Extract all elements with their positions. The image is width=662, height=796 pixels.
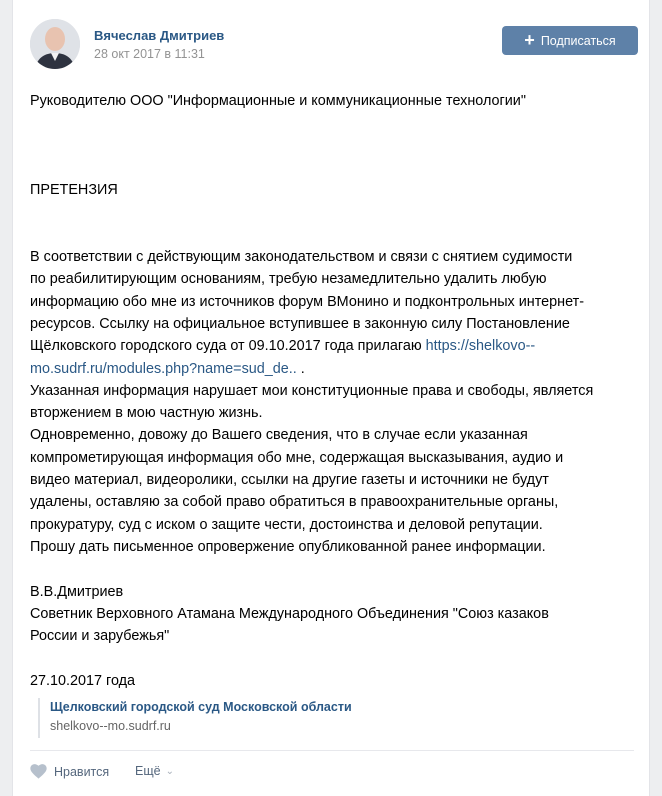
like-label: Нравится xyxy=(54,764,110,779)
text-line: ресурсов. Ссылку на официальное вступившее в законную силу Постановление xyxy=(30,315,570,332)
text-line: Указанная информация нарушает мои конституционные права и свободы, является xyxy=(30,382,594,399)
text-line xyxy=(30,112,640,134)
text-line: по реабилитирующим основаниям, требую незамедлительно удалить любую xyxy=(30,271,547,288)
text-line xyxy=(30,201,640,223)
text-line: В соответствии с действующим законодательством и связи с снятием судимости xyxy=(30,249,573,266)
avatar[interactable] xyxy=(30,19,80,69)
text-line: В.В.Дмитриев xyxy=(30,583,124,600)
court-link-part1[interactable]: https://shelkovo-- xyxy=(425,338,536,355)
heart-icon xyxy=(30,764,47,779)
text-line: Прошу дать письменное опровержение опубликованной ранее информации. xyxy=(30,538,546,555)
text-line: компрометирующая информация обо мне, содержащая высказывания, аудио и xyxy=(30,449,564,466)
post-card xyxy=(12,0,650,796)
more-label: Ещё xyxy=(135,764,161,778)
attachment-domain: shelkovo--mo.sudrf.ru xyxy=(50,719,171,733)
actions-divider xyxy=(30,750,634,751)
post-text xyxy=(30,90,640,692)
text-line: ПРЕТЕНЗИЯ xyxy=(30,182,118,199)
post-date[interactable]: 28 окт 2017 в 11:31 xyxy=(94,47,205,61)
author-name[interactable]: Вячеслав Дмитриев xyxy=(94,28,225,43)
court-link-part2[interactable]: mo.sudrf.ru/modules.php?name=sud_de.. xyxy=(30,360,297,377)
text-line: России и зарубежья" xyxy=(30,628,170,645)
text-line xyxy=(30,647,640,669)
text-line xyxy=(30,358,640,380)
text-line: Советник Верховного Атамана Международного Объединения "Союз казаков xyxy=(30,605,549,622)
subscribe-button[interactable] xyxy=(502,26,638,55)
text-line: Одновременно, довожу до Вашего сведения, что в случае если указанная xyxy=(30,427,528,444)
text-line xyxy=(30,224,640,246)
text-line: 27.10.2017 года xyxy=(30,672,136,689)
subscribe-label: Подписаться xyxy=(540,33,616,48)
plus-icon: + xyxy=(524,29,535,50)
chevron-down-icon: ⌄ xyxy=(165,766,174,777)
like-button[interactable] xyxy=(30,764,109,779)
text-line: Руководителю ООО "Информационные и коммуникационные технологии" xyxy=(30,93,526,109)
more-button[interactable] xyxy=(135,764,174,778)
text-line: видео материал, видеоролики, ссылки на другие газеты и источники не будут xyxy=(30,472,549,489)
attachment-title[interactable]: Щелковский городской суд Московской области xyxy=(50,700,352,714)
text-line: вторжением в мою частную жизнь. xyxy=(30,405,263,422)
court-line-text: Щёлковского городского суда от 09.10.2017 года прилагаю xyxy=(30,338,426,355)
avatar-image xyxy=(30,19,80,69)
text-line xyxy=(30,335,640,357)
text-line xyxy=(30,135,640,157)
text-line xyxy=(30,558,640,580)
text-line: информацию обо мне из источников форум ВМонино и подконтрольных интернет- xyxy=(30,293,585,310)
text-line: удалены, оставляю за собой право обратиться в правоохранительные органы, xyxy=(30,494,559,511)
text-line xyxy=(30,157,640,179)
link-after: . xyxy=(296,360,305,377)
text-line: прокуратуру, суд с иском о защите чести, достоинства и деловой репутации. xyxy=(30,516,543,533)
link-attachment[interactable] xyxy=(38,698,352,738)
